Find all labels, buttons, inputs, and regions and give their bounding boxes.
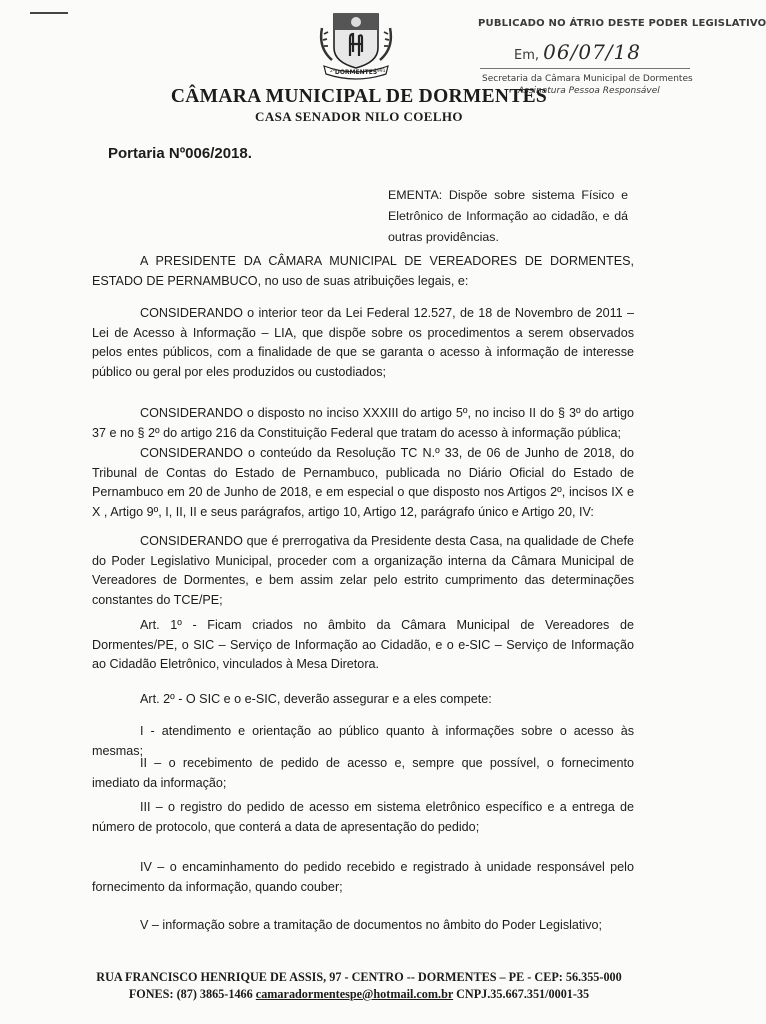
- house-subtitle: CASA SENADOR NILO COELHO: [255, 109, 463, 124]
- stamp-handwritten-date: 06/07/18: [543, 40, 641, 64]
- ementa-paragraph: EMENTA: Dispõe sobre sistema Físico e Eletrônico de Informação ao cidadão, e dá outras providências.: [388, 188, 628, 244]
- article-2-item-iii: III – o registro do pedido de acesso em sistema eletrônico específico e a entrega de número de protocolo, que conterá a data de apresentação do pedido;: [92, 800, 634, 834]
- considerando-paragraph-3: CONSIDERANDO o conteúdo da Resolução TC N.º 33, de 06 de Junho de 2018, do Tribunal de Contas do Estado de Pernambuco, publicada no Diário Oficial do Estado de Pernambuco em 20 de Junho de 2018, e em especial o que disposto nos Artigos 2º, incisos IX e X , Artigo 9º, I, II, II e seus parágrafos, artigo 10, Artigo 12, parágrafo único e Artigo 20, IV:: [92, 446, 634, 519]
- footer-phones: FONES: (87) 3865-1466: [128, 987, 253, 1001]
- intro-paragraph: A PRESIDENTE DA CÂMARA MUNICIPAL DE VEREADORES DE DORMENTES, ESTADO DE PERNAMBUCO, no uso de suas atribuições legais, e:: [92, 254, 634, 288]
- crest-left-year: 2º: [330, 69, 335, 74]
- article-2: Art. 2º - O SIC e o e-SIC, deverão assegurar e a eles compete:: [140, 692, 492, 706]
- stamp-date-prefix: Em,: [514, 48, 540, 63]
- footer-email-link[interactable]: camaradormentespe@hotmail.com.br: [255, 987, 454, 1001]
- stamp-signature-caption: Assinatura Pessoa Responsável: [518, 86, 660, 96]
- crest-right-year: 1991: [374, 69, 386, 74]
- portaria-number: Portaria Nº006/2018.: [108, 145, 252, 162]
- stamp-published-line: PUBLICADO NO ÁTRIO DESTE PODER LEGISLATIVO: [478, 18, 766, 29]
- article-2-item-i: I - atendimento e orientação ao público quanto à informações sobre o acesso às mesmas;: [92, 724, 634, 758]
- considerando-paragraph-4: CONSIDERANDO que é prerrogativa da Presidente desta Casa, na qualidade de Chefe do Poder Legislativo Municipal, proceder com a organização interna da Câmara Municipal de Vereadores de Dormentes, e bem assim zelar pelo estrito cumprimento das determinações constantes do TCE/PE;: [92, 534, 634, 607]
- considerando-paragraph-2: CONSIDERANDO o disposto no inciso XXXIII do artigo 5º, no inciso II do § 3º do artigo 37 e no § 2º do artigo 216 da Constituição Federal que tratam do acesso à informação pública;: [92, 406, 634, 440]
- footer-address: RUA FRANCISCO HENRIQUE DE ASSIS, 97 - CENTRO -- DORMENTES – PE - CEP: 56.355-000: [96, 970, 622, 984]
- municipal-crest-icon: [314, 8, 398, 80]
- stamp-signature-line: [480, 68, 690, 69]
- footer-contact: [0, 987, 718, 1002]
- crest-ribbon-text: DORMENTES: [334, 69, 378, 76]
- considerando-paragraph-1: CONSIDERANDO o interior teor da Lei Federal 12.527, de 18 de Novembro de 2011 – Lei de Acesso à Informação – LIA, que dispõe sobre os procedimentos a serem observados pelos entes públicos, com a finalidade de que se garanta o acesso à informação de interesse público ou geral por eles produzidos ou custodiados;: [92, 306, 634, 379]
- article-2-item-ii: II – o recebimento de pedido de acesso e, sempre que possível, o fornecimento imediato da informação;: [92, 756, 634, 790]
- scan-mark: [30, 12, 68, 14]
- stamp-secretary: Secretaria da Câmara Municipal de Dormentes: [482, 74, 693, 84]
- chamber-title: CÂMARA MUNICIPAL DE DORMENTES: [170, 86, 548, 107]
- article-1: Art. 1º - Ficam criados no âmbito da Câmara Municipal de Vereadores de Dormentes/PE, o SIC – Serviço de Informação ao Cidadão, e o e-SIC – Serviço de Informação ao Cidadão Eletrônico, vinculados à Mesa Diretora.: [92, 618, 634, 671]
- stamp-date-line: [514, 40, 641, 64]
- article-2-item-v: V – informação sobre a tramitação de documentos no âmbito do Poder Legislativo;: [140, 918, 603, 932]
- footer-cnpj: CNPJ.35.667.351/0001-35: [456, 987, 590, 1001]
- article-2-item-iv: IV – o encaminhamento do pedido recebido e registrado à unidade responsável pelo fornecimento da informação, quando couber;: [92, 860, 634, 894]
